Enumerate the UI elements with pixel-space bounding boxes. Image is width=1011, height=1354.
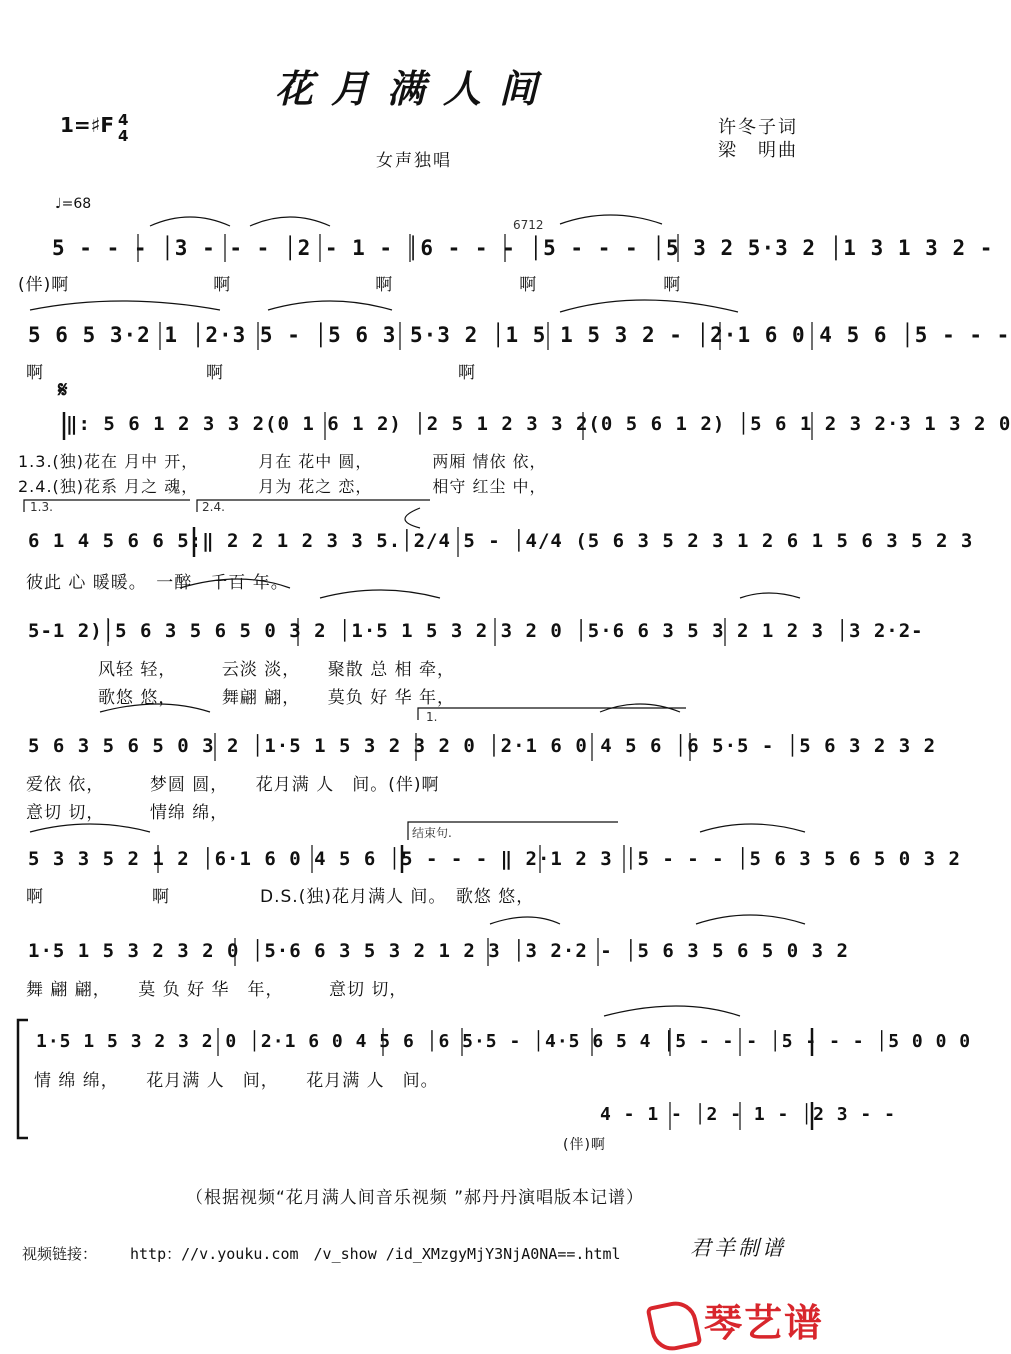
- music-row-5: 5-1 2)│5 6 3 5 6 5 0 3 2 │1·5 1 5 3 2 3 2 0 │5·6 6 3 5 3 2 1 2 3 │3 2·2-: [28, 620, 924, 642]
- music-row-7: 5 3 3 5 2 1 2 │6·1 6 0 4 5 6 │5 - - - ‖ 2·1 2 3 │5 - - - │5 6 3 5 6 5 0 3 2: [28, 848, 961, 870]
- volta-1-3-label: 1.3.: [30, 500, 53, 514]
- music-row-9: 1·5 1 5 3 2 3 2 0 │2·1 6 0 4 5 6 │6 5·5 - │4·5 6 5 4 │5 - - - │5 - - - │5 0 0 0: [36, 1031, 972, 1052]
- meter-bottom: 4: [118, 127, 129, 145]
- lyric-row-2: 啊 啊 啊: [26, 363, 476, 383]
- lyric-row-5a: 风轻 轻， 云淡 淡， 聚散 总 相 牵，: [26, 660, 456, 680]
- voice-type: 女声独唱: [376, 151, 452, 171]
- volta-1-label: 1.: [426, 710, 438, 724]
- video-link[interactable]: http：//v.youku.com /v_show /id_XMzgyMjY3NjA0NA==.html: [130, 1245, 621, 1263]
- song-title: 花月满人间: [274, 66, 555, 111]
- lyric-row-7: 啊 啊 D.S.(独)花月满人 间。 歌悠 悠，: [26, 887, 535, 907]
- music-row-3: ‖: 5 6 1 2 3 3 2(0 1 6 1 2) │2 5 1 2 3 3 2(0 5 6 1 2) │5 6 1 2 3 2·3 1 3 2 0: [66, 413, 1011, 435]
- lyric-row-9: 情 绵 绵， 花月满 人 间， 花月满 人 间。: [34, 1071, 439, 1091]
- key-signature: 1=♯F: [60, 113, 115, 137]
- lyricist-credit: 许冬子词: [718, 117, 798, 138]
- lyric-row-8: 舞 翩 翩， 莫 负 好 华 年， 意切 切，: [26, 980, 408, 1000]
- grace-note: 6712: [513, 218, 544, 232]
- music-row-8: 1·5 1 5 3 2 3 2 0 │5·6 6 3 5 3 2 1 2 3 │3 2·2 - │5 6 3 5 6 5 0 3 2: [28, 940, 849, 962]
- link-label: 视频链接：: [22, 1245, 98, 1263]
- music-row-4: 6 1 4 5 6 6 5:‖ 2 2 1 2 3 3 5.│2/4 5 - │4/4 (5 6 3 5 2 3 1 2 6 1 5 6 3 5 2 3: [28, 530, 974, 552]
- lyric-row-5b: 歌悠 悠， 舞翩 翩， 莫负 好 华 年，: [26, 688, 456, 708]
- composer-credit: 梁 明曲: [718, 140, 798, 161]
- segno-icon: 𝄋: [58, 378, 68, 403]
- site-logo-text: 琴艺谱: [704, 1301, 825, 1345]
- meter-top: 4: [118, 111, 129, 129]
- lyric-row-3a: 1.3.(独)花在 月中 开， 月在 花中 圆， 两厢 情依 依，: [18, 452, 547, 471]
- volta-2-4-label: 2.4.: [202, 500, 225, 514]
- music-row-10: 4 - 1 - │2 - 1 - │2 3 - -: [600, 1104, 896, 1125]
- lyric-row-1: (伴)啊 啊 啊 啊 啊: [18, 275, 682, 295]
- music-row-2: 5 6 5 3·2 1 │2·3 5 - │5 6 3 5·3 2 │1 5 1 5 3 2 - │2·1 6 0 4 5 6 │5 - - -: [28, 323, 1011, 347]
- source-note: （根据视频“花月满人间音乐视频 ”郝丹丹演唱版本记谱）: [185, 1188, 645, 1208]
- music-row-6: 5 6 3 5 6 5 0 3 2 │1·5 1 5 3 2 3 2 0 │2·1 6 0 4 5 6 │6 5·5 - │5 6 3 2 3 2: [28, 735, 937, 757]
- lyric-row-10: (伴)啊: [563, 1137, 606, 1153]
- lyric-row-3b: 2.4.(独)花系 月之 魂， 月为 花之 恋， 相守 红尘 中，: [18, 477, 547, 496]
- lyric-row-6b: 意切 切， 情绵 绵，: [26, 803, 229, 823]
- music-row-1: 5 - - - │3 - - - │2 - 1 - │6 - - - │5 - - - │5 3 2 5·3 2 │1 3 1 3 2 -: [52, 236, 994, 260]
- transcriber-signature: 君羊制谱: [690, 1236, 786, 1260]
- tempo-marking: ♩=68: [55, 196, 92, 212]
- lyric-row-4: 彼此 心 暖暖。 一醉 千百 年。: [26, 573, 289, 593]
- logo-mark-icon: [646, 1297, 703, 1354]
- site-logo: [650, 1292, 824, 1350]
- lyric-row-6a: 爱依 依， 梦圆 圆， 花月满 人 间。(伴)啊: [26, 775, 440, 795]
- ending-label: 结束句.: [412, 826, 452, 840]
